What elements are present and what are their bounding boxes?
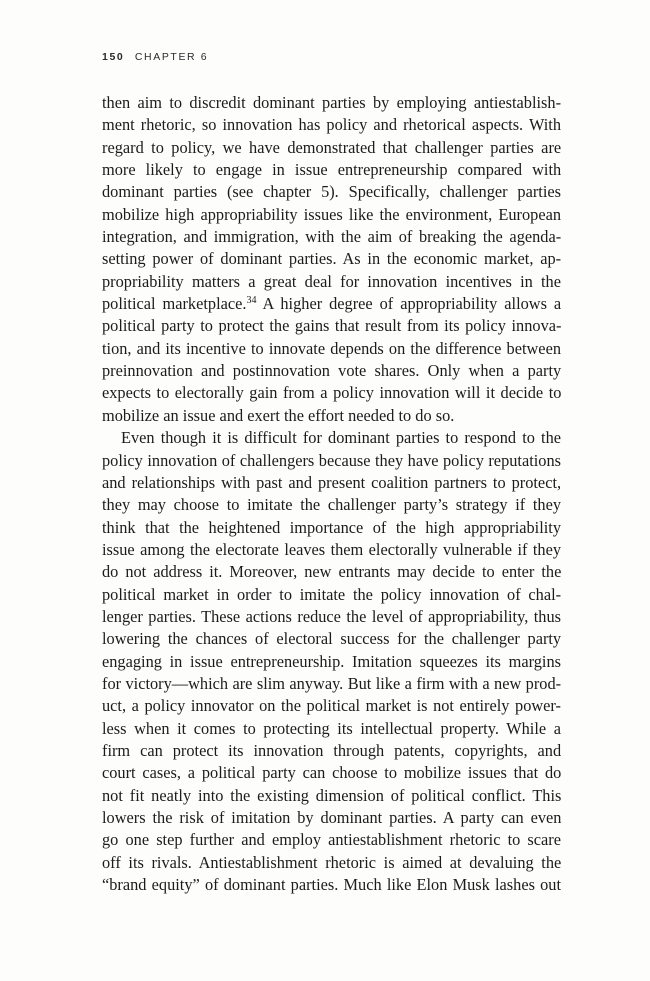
- text-line: issue among the electorate leaves them electorally vulnerable if they: [102, 539, 561, 559]
- text-line: uct, a policy innovator on the political market is not entirely power-: [102, 696, 561, 716]
- text-line: propriability matters a great deal for innovation incentives in the: [102, 271, 561, 291]
- text-line: lowers the risk of imitation by dominant parties. A party can even: [102, 808, 562, 827]
- text-line: mobilize high appropriability issues like the environment, European: [102, 204, 561, 224]
- text-line: then aim to discredit dominant parties by employing antiestablish-: [102, 93, 562, 112]
- text-line: lenger parties. These actions reduce the level of appropriability, thus: [102, 606, 561, 626]
- text-line: do not address it. Moreover, new entrants may decide to enter the: [102, 562, 562, 582]
- text-line: ment rhetoric, so innovation has policy and rhetorical aspects. With: [102, 115, 561, 135]
- text-line: for victory—which are slim anyway. But like a firm with a new prod-: [102, 673, 562, 693]
- text-line: less when it comes to protecting its intellectual property. While a: [102, 718, 561, 738]
- text-line: engaging in issue entrepreneurship. Imitation squeezes its margins: [102, 651, 561, 671]
- text-line: more likely to engage in issue entrepreneurship compared with: [102, 160, 562, 180]
- text-line: think that the heightened importance of the high appropriability: [102, 517, 561, 537]
- footnote-marker[interactable]: 34: [246, 295, 257, 307]
- text-line: dominant parties (see chapter 5). Specifically, challenger parties: [102, 182, 561, 202]
- text-line: Even though it is difficult for dominant parties to respond to the: [121, 428, 561, 448]
- text-line: court cases, a political party can choose to mobilize issues that do: [102, 763, 562, 783]
- text-line: firm can protect its innovation through patents, copyrights, and: [102, 740, 562, 760]
- text-line: setting power of dominant parties. As in the economic market, ap-: [102, 249, 562, 269]
- text-line: regard to policy, we have demonstrated that challenger parties are: [102, 137, 562, 157]
- page-number: 150: [102, 51, 125, 63]
- text-line: go one step further and employ antiestablishment rhetoric to scare: [102, 830, 561, 850]
- text-line: mobilize an issue and exert the effort needed to do so.: [102, 405, 455, 425]
- text-line: they may choose to imitate the challenger party’s strategy if they: [102, 495, 561, 515]
- text-line: expects to electorally gain from a policy innovation will it decide to: [102, 383, 562, 403]
- text-line: political party to protect the gains that result from its policy innova-: [102, 316, 562, 336]
- text-line: integration, and immigration, with the aim of breaking the agenda-: [102, 227, 562, 247]
- text-line: “brand equity” of dominant parties. Much like Elon Musk lashes out: [102, 875, 562, 895]
- running-head: [102, 51, 208, 63]
- text-line: off its rivals. Antiestablishment rhetoric is aimed at devaluing the: [102, 852, 562, 872]
- chapter-label: CHAPTER 6: [134, 51, 209, 63]
- text-line: preinnovation and postinnovation vote shares. Only when a party: [102, 361, 562, 381]
- text-line: policy innovation of challengers because they have policy reputations: [102, 450, 561, 470]
- text-line: lowering the chances of electoral success for the challenger party: [102, 629, 562, 649]
- text-segment: political marketplace.: [102, 294, 247, 314]
- text-line-with-footnote: [102, 293, 561, 315]
- body-text: [102, 92, 561, 896]
- text-line: tion, and its incentive to innovate depends on the difference between: [102, 338, 561, 358]
- text-line: political market in order to imitate the policy innovation of chal-: [102, 584, 562, 604]
- text-line: and relationships with past and present coalition partners to protect,: [102, 472, 562, 492]
- text-line: not fit neatly into the existing dimension of political conflict. This: [102, 785, 562, 805]
- text-segment: A higher degree of appropriability allows a: [256, 294, 562, 314]
